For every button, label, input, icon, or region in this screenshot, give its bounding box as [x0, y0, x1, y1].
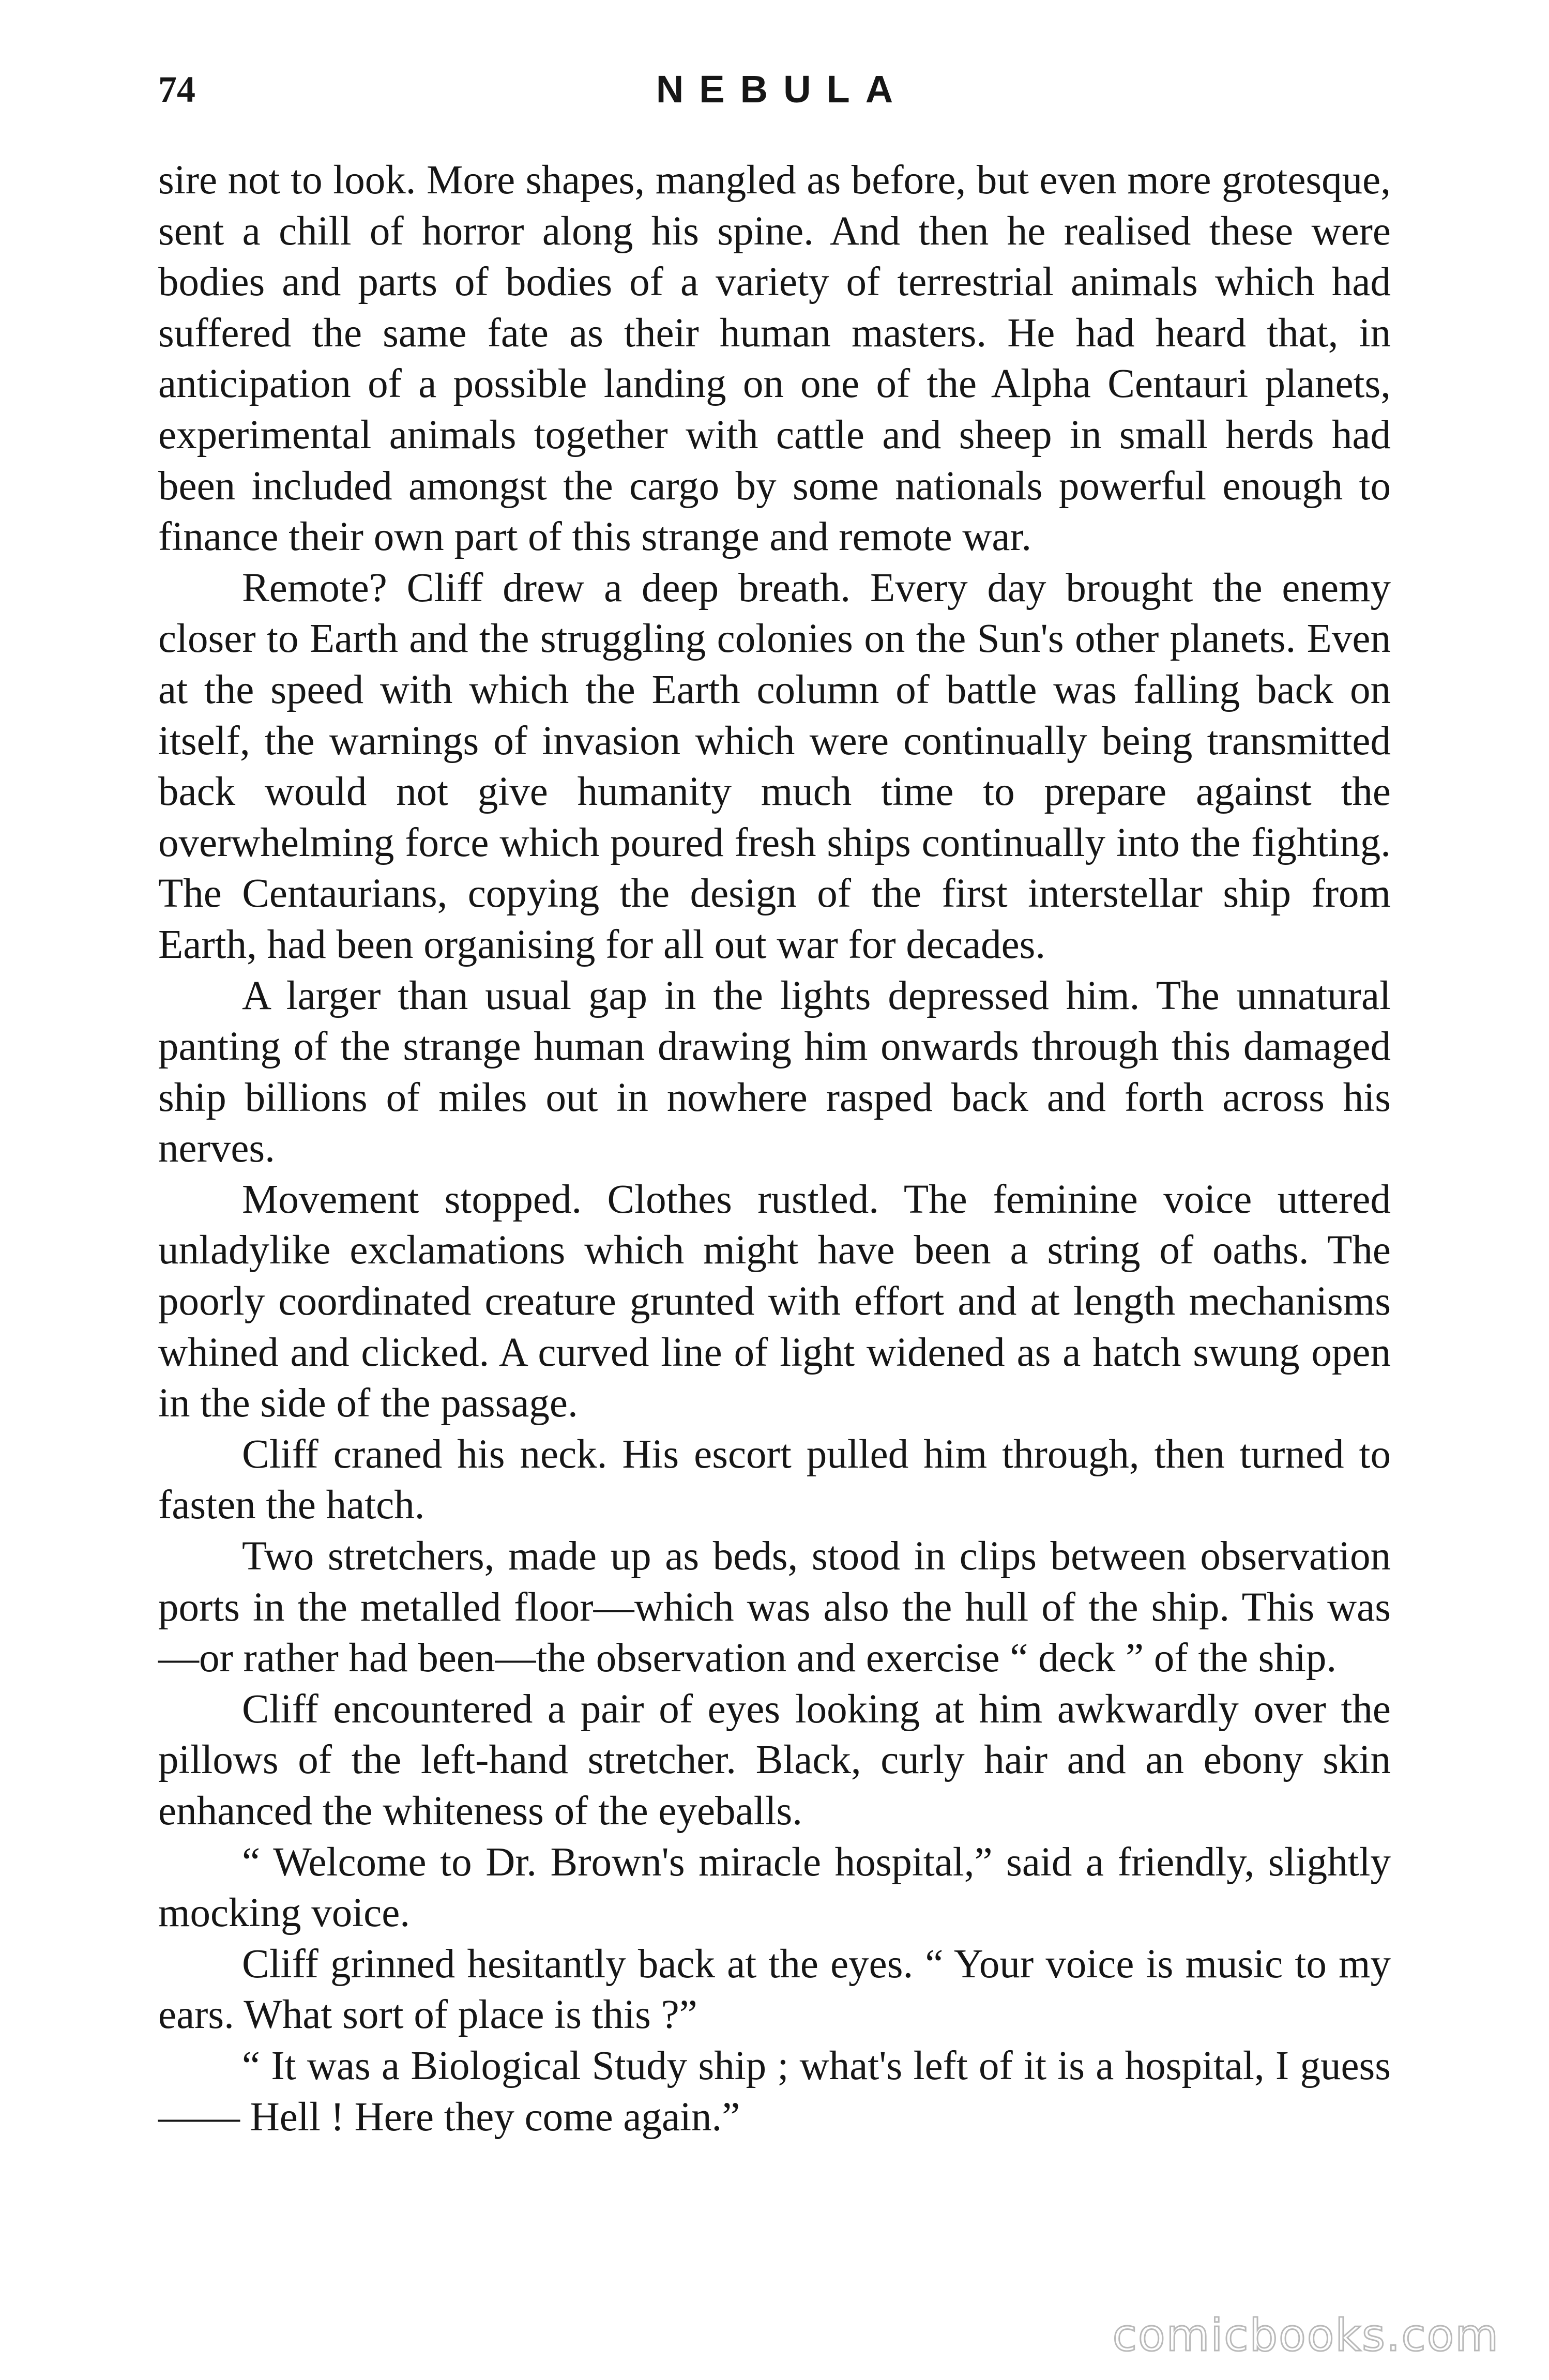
running-head-title: NEBULA	[656, 68, 909, 111]
paragraph: Movement stopped. Clothes rustled. The feminine voice uttered unladylike exclamations which might have been a string of oaths. The poorly coordinated creature grunted with effort and at length mechanisms whined and clicked. A curved line of light widened as a hatch swung open in the side of the passage.	[158, 1177, 1391, 1426]
paragraph: Cliff encountered a pair of eyes looking at him awkwardly over the pillows of the left-hand stretcher. Black, curly hair and an ebony skin enhanced the whiteness of the eyeballs.	[158, 1686, 1391, 1834]
paragraph-continuation: sire not to look. More shapes, mangled as before, but even more grotesque, sent a chill of horror along his spine. And then he realised these were bodies and parts of bodies of a variety of terrestrial animals which had suffered the same fate as their human masters. He had heard that, in anticipation of a possible landing on one of the Alpha Centauri planets, experimental animals together with cattle and sheep in small herds had been included amongst the cargo by some nationals powerful enough to finance their own part of this strange and remote war.	[158, 158, 1391, 560]
paragraph: “ It was a Biological Study ship ; what's left of it is a hospital, I guess—— Hell ! Here they come again.”	[158, 2043, 1391, 2140]
page-header	[158, 61, 1391, 118]
paragraph: “ Welcome to Dr. Brown's miracle hospital,” said a friendly, slightly mocking voice.	[158, 1839, 1391, 1936]
paragraph: Cliff grinned hesitantly back at the eyes. “ Your voice is music to my ears. What sort of place is this ?”	[158, 1941, 1391, 2038]
paragraph: Remote? Cliff drew a deep breath. Every day brought the enemy closer to Earth and the struggling colonies on the Sun's other planets. Even at the speed with which the Earth column of battle was falling back on itself, the warnings of invasion which were continually being transmitted back would not give humanity much time to prepare against the overwhelming force which poured fresh ships continually into the fighting. The Centaurians, copying the design of the first interstellar ship from Earth, had been organising for all out war for decades.	[158, 565, 1391, 967]
body-text	[158, 155, 1391, 2143]
paragraph: Two stretchers, made up as beds, stood in clips between observation ports in the metalled floor—which was also the hull of the ship. This was—or rather had been—the observation and exercise “ deck ” of the ship.	[158, 1534, 1391, 1681]
watermark-logo: comicbooks.com	[1112, 2310, 1499, 2361]
paragraph: Cliff craned his neck. His escort pulled him through, then turned to fasten the hatch.	[158, 1431, 1391, 1528]
paragraph: A larger than usual gap in the lights depressed him. The unnatural panting of the strange human drawing him onwards through this damaged ship billions of miles out in nowhere rasped back and forth across his nerves.	[158, 973, 1391, 1171]
page-number: 74	[158, 69, 195, 110]
